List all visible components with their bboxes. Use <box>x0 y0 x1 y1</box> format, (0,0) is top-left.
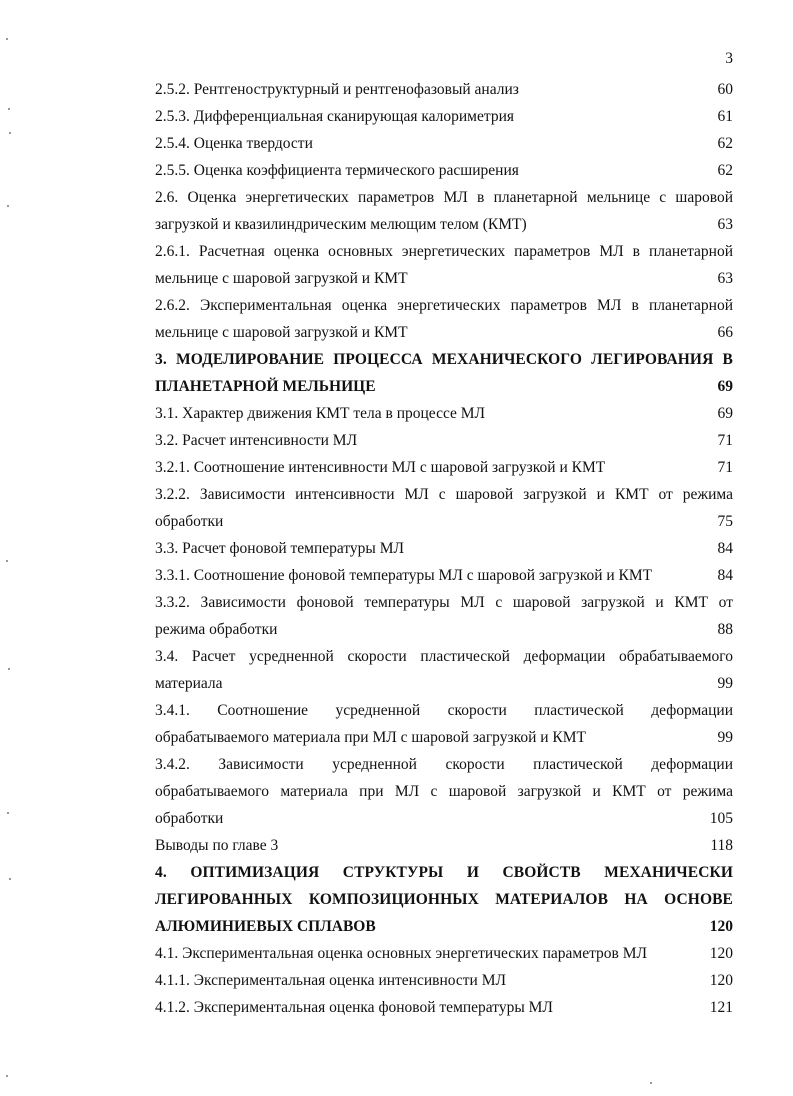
toc-entry-last-line <box>155 616 733 643</box>
toc-entry-title-line: мельнице с шаровой загрузкой и КМТ <box>155 324 408 341</box>
toc-entry <box>155 643 733 697</box>
toc-entry <box>155 400 733 427</box>
scan-speck <box>6 1075 8 1077</box>
toc-page-number: 71 <box>717 432 733 449</box>
toc-page-number: 69 <box>717 378 733 395</box>
toc-entry <box>155 454 733 481</box>
toc-entry <box>155 76 733 103</box>
toc-entry-title-line: режима обработки <box>155 621 278 638</box>
scan-speck <box>6 560 8 562</box>
toc-page-number: 61 <box>717 108 733 125</box>
toc-entry <box>155 589 733 643</box>
scan-speck <box>8 108 10 110</box>
toc-page-number: 84 <box>717 540 733 557</box>
toc-entry-title: 2.5.2. Рентгеноструктурный и рентгенофазовый анализ <box>155 81 519 98</box>
toc-entry-title-line: обрабатываемого материала при МЛ с шаровой загрузкой и КМТ <box>155 729 587 746</box>
toc-entry-title: 4.1. Экспериментальная оценка основных энергетических параметров МЛ <box>155 945 648 962</box>
scan-speck <box>9 132 11 134</box>
toc-entry <box>155 427 733 454</box>
toc-page-number: 88 <box>717 621 733 638</box>
toc-page-number: 118 <box>710 837 733 854</box>
toc-entry-title: 3.3.1. Соотношение фоновой температуры МЛ с шаровой загрузкой и КМТ <box>155 567 653 584</box>
toc-page-number: 120 <box>709 972 733 989</box>
toc-page-number: 62 <box>717 162 733 179</box>
toc-entry <box>155 535 733 562</box>
toc-entry <box>155 832 733 859</box>
toc-entry-last-line <box>155 913 733 940</box>
toc-entry-title-line: 2.6. Оценка энергетических параметров МЛ в планетарной мельнице с шаровой <box>155 189 733 206</box>
table-of-contents <box>155 76 733 1021</box>
toc-page-number: 99 <box>717 729 733 746</box>
toc-entry <box>155 697 733 751</box>
toc-entry-last-line <box>155 670 733 697</box>
toc-page-number: 63 <box>717 270 733 287</box>
toc-page-number: 60 <box>717 81 733 98</box>
toc-entry-title: 3.2.1. Соотношение интенсивности МЛ с шаровой загрузкой и КМТ <box>155 459 606 476</box>
toc-entry-title: 3.1. Характер движения КМТ тела в процессе МЛ <box>155 405 486 422</box>
toc-entry <box>155 238 733 292</box>
toc-entry-title-line: обработки <box>155 810 224 827</box>
toc-entry-last-line <box>155 265 733 292</box>
toc-page-number: 62 <box>717 135 733 152</box>
scan-speck <box>9 878 11 880</box>
scan-speck <box>650 1082 652 1084</box>
toc-entry-last-line <box>155 805 733 832</box>
toc-page-number: 84 <box>717 567 733 584</box>
toc-page-number: 66 <box>717 324 733 341</box>
toc-page-number: 71 <box>717 459 733 476</box>
toc-page-number: 105 <box>709 810 733 827</box>
toc-entry <box>155 130 733 157</box>
toc-page-number: 120 <box>709 918 733 935</box>
toc-entry <box>155 481 733 535</box>
toc-entry-title-line: 3. МОДЕЛИРОВАНИЕ ПРОЦЕССА МЕХАНИЧЕСКОГО ЛЕГИРОВАНИЯ В <box>155 351 733 368</box>
toc-entry <box>155 157 733 184</box>
toc-entry <box>155 994 733 1021</box>
toc-entry-title: 3.3. Расчет фоновой температуры МЛ <box>155 540 405 557</box>
toc-entry-title-line: 3.3.2. Зависимости фоновой температуры МЛ с шаровой загрузкой и КМТ от <box>155 594 733 611</box>
toc-entry <box>155 103 733 130</box>
toc-entry-title-line: 3.4. Расчет усредненной скорости пластической деформации обрабатываемого <box>155 648 733 665</box>
toc-entry-last-line <box>155 373 733 400</box>
toc-entry-last-line <box>155 508 733 535</box>
toc-entry-last-line <box>155 724 733 751</box>
scan-speck <box>7 812 9 814</box>
toc-entry-title-line: мельнице с шаровой загрузкой и КМТ <box>155 270 408 287</box>
scan-speck <box>7 205 9 207</box>
toc-entry-title: 4.1.1. Экспериментальная оценка интенсивности МЛ <box>155 972 507 989</box>
toc-entry <box>155 562 733 589</box>
toc-entry-last-line <box>155 211 733 238</box>
scan-speck <box>6 38 8 40</box>
toc-entry-title-line: обработки <box>155 513 224 530</box>
toc-page-number: 75 <box>717 513 733 530</box>
toc-entry-title: 2.5.4. Оценка твердости <box>155 135 313 152</box>
toc-entry-last-line <box>155 319 733 346</box>
toc-entry-title: 2.5.3. Дифференциальная сканирующая калориметрия <box>155 108 515 125</box>
toc-page-number: 99 <box>717 675 733 692</box>
toc-page-number: 121 <box>709 999 733 1016</box>
toc-entry-title-line: 2.6.2. Экспериментальная оценка энергетических параметров МЛ в планетарной <box>155 297 733 314</box>
toc-entry-title-line: 2.6.1. Расчетная оценка основных энергетических параметров МЛ в планетарной <box>155 243 733 260</box>
toc-entry-title-line: 4. ОПТИМИЗАЦИЯ СТРУКТУРЫ И СВОЙСТВ МЕХАНИЧЕСКИ <box>155 864 733 881</box>
toc-entry-title: Выводы по главе 3 <box>155 837 279 854</box>
toc-entry <box>155 292 733 346</box>
toc-entry-title-line: ПЛАНЕТАРНОЙ МЕЛЬНИЦЕ <box>155 378 376 395</box>
toc-entry-title-line: 3.2.2. Зависимости интенсивности МЛ с шаровой загрузкой и КМТ от режима <box>155 486 733 503</box>
toc-entry-title-line: обрабатываемого материала при МЛ с шаровой загрузкой и КМТ от режима <box>155 783 733 800</box>
toc-entry-title-line: 3.4.1. Соотношение усредненной скорости пластической деформации <box>155 702 733 719</box>
toc-entry-title: 4.1.2. Экспериментальная оценка фоновой температуры МЛ <box>155 999 553 1016</box>
toc-entry-title-line: ЛЕГИРОВАННЫХ КОМПОЗИЦИОННЫХ МАТЕРИАЛОВ НА ОСНОВЕ <box>155 891 733 908</box>
toc-entry-title: 3.2. Расчет интенсивности МЛ <box>155 432 358 449</box>
toc-entry <box>155 184 733 238</box>
toc-entry-title-line: АЛЮМИНИЕВЫХ СПЛАВОВ <box>155 918 376 935</box>
toc-entry-title-line: 3.4.2. Зависимости усредненной скорости пластической деформации <box>155 756 733 773</box>
toc-chapter-heading <box>155 346 733 400</box>
toc-entry-title: 2.5.5. Оценка коэффициента термического расширения <box>155 162 519 179</box>
toc-entry-title-line: загрузкой и квазилиндрическим мелющим телом (КМТ) <box>155 216 527 233</box>
toc-entry-title-line: материала <box>155 675 223 692</box>
toc-page-number: 69 <box>717 405 733 422</box>
toc-chapter-heading <box>155 859 733 940</box>
toc-entry <box>155 967 733 994</box>
scan-speck <box>8 668 10 670</box>
toc-entry <box>155 751 733 832</box>
page-number: 3 <box>725 50 733 67</box>
toc-page-number: 120 <box>709 945 733 962</box>
toc-entry <box>155 940 733 967</box>
toc-page-number: 63 <box>717 216 733 233</box>
